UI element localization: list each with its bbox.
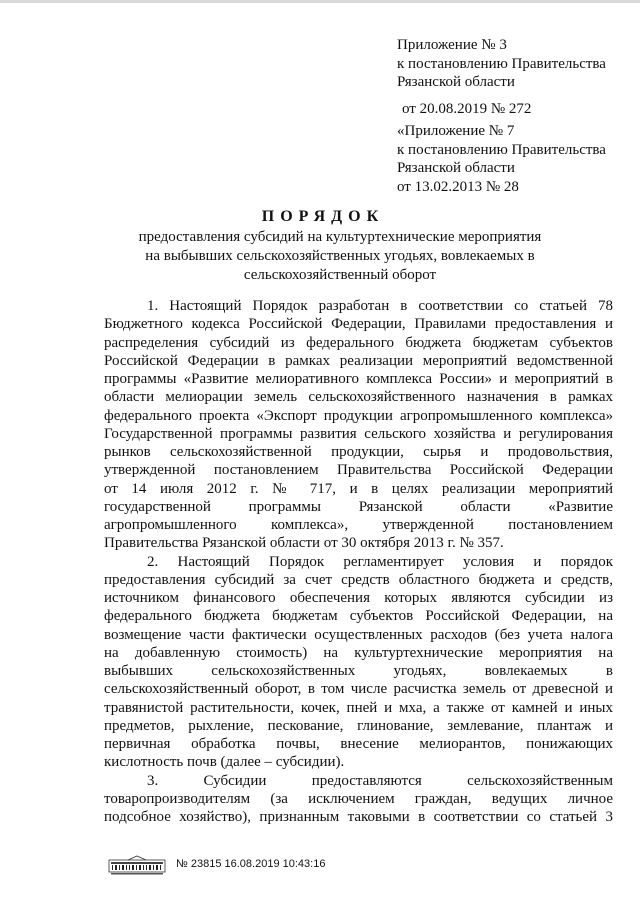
paragraph-1-line: утвержденной постановлением Правительства Российской Федерации	[104, 462, 613, 479]
original-appendix-ref: к постановлению Правительства	[397, 141, 606, 158]
paragraph-2-line: сельскохозяйственный оборот, в том числе расчистка земель от древесной и	[104, 681, 613, 698]
registration-datetime: 16.08.2019 10:43:16	[224, 858, 326, 870]
paragraph-2-line: возмещение части фактически осуществленных расходов (без учета налога	[104, 626, 613, 643]
paragraph-1-line: программы «Развитие мелиоративного комплекса России» и мероприятий в	[104, 371, 613, 387]
paragraph-1-line: распределения субсидий из федерального бюджета бюджетам субъектов	[104, 334, 613, 351]
paragraph-2-line: выбывших сельскохозяйственных угодьях, вовлекаемых в	[104, 663, 613, 679]
paragraph-1-line: 1. Настоящий Порядок разработан в соответствии со статьей 78	[147, 298, 613, 314]
paragraph-1-line: области мелиорации земель сельскохозяйственного назначения в рамках	[104, 389, 613, 406]
document-body	[104, 297, 613, 826]
paragraph-2-line: первичная обработка почвы, внесение мелиорантов, понижающих	[104, 736, 613, 752]
paragraph-2-line: предметов, рыхление, пескование, глинование, землевание, плантаж и	[104, 717, 613, 734]
appendix-region: Рязанской области	[397, 74, 515, 90]
appendix-number: Приложение № 3	[397, 37, 507, 53]
subtitle-line: на выбывших сельскохозяйственных угодьях, вовлекаемых в	[145, 248, 535, 264]
paragraph-1-line: федерального проекта «Экспорт продукции агропромышленного комплекса»	[104, 407, 613, 424]
paragraph-3-line: товаропроизводителям (за исключением граждан, ведущих личное	[104, 790, 613, 807]
paragraph-1-line: государственной программы Рязанской области «Развитие	[104, 498, 613, 515]
paragraph-1-line: от 14 июля 2012 г. № 717, и в целях реализации мероприятий	[104, 480, 613, 497]
original-appendix-date: от 13.02.2013 № 28	[397, 178, 519, 195]
paragraph-1-line: Правительства Рязанской области от 30 октября 2013 г. № 357.	[104, 535, 504, 552]
document-title: ПОРЯДОК	[261, 208, 385, 225]
paragraph-2-line: на добавленную стоимость) на культуртехнические мероприятия на	[104, 644, 613, 661]
document-subtitle	[120, 228, 560, 285]
paragraph-2-line: источником финансового обеспечения которых являются субсидии из	[104, 590, 613, 606]
registration-number: № 23815	[176, 858, 222, 870]
original-appendix-number: «Приложение № 7	[397, 123, 515, 139]
paragraph-2-line: кислотность почв (далее – субсидии).	[104, 754, 345, 771]
appendix-date: от 20.08.2019 № 272	[402, 100, 532, 117]
subtitle-line: предоставления субсидий на культуртехнические мероприятия	[138, 229, 542, 245]
registry-barcode-icon	[108, 855, 166, 877]
paragraph-1-line: Государственной программы развития сельского хозяйства и регулирования	[104, 425, 613, 442]
paragraph-2-line: 2. Настоящий Порядок регламентирует условия и порядок	[147, 553, 613, 570]
paragraph-1-line: Бюджетного кодекса Российской Федерации, Правилами предоставления и	[104, 316, 613, 333]
appendix-header	[397, 36, 606, 118]
subtitle-line: сельскохозяйственный оборот	[243, 267, 437, 283]
paragraph-3-line: 3. Субсидии предоставляются сельскохозяйственным	[147, 772, 613, 789]
original-appendix-region: Рязанской области	[397, 160, 515, 176]
registration-stamp	[176, 857, 325, 871]
appendix-ref: к постановлению Правительства	[397, 55, 606, 72]
paragraph-3-line: подсобное хозяйство), признанным таковыми в соответствии со статьей 3	[104, 809, 613, 825]
original-appendix-header	[397, 122, 606, 196]
paragraph-1-line: агропромышленного комплекса», утвержденной постановлением	[104, 517, 613, 533]
scan-edge	[0, 0, 640, 3]
paragraph-1-line: рынков сельскохозяйственной продукции, сырья и продовольствия,	[104, 444, 613, 460]
paragraph-2-line: федерального бюджета бюджетам субъектов Российской Федерации, на	[104, 608, 613, 625]
paragraph-2-line: травянистой растительности, кочек, пней и мха, а также от камней и иных	[104, 699, 613, 716]
registration-footer	[108, 853, 428, 879]
paragraph-1-line: Российской Федерации в рамках реализации мероприятий ведомственной	[104, 352, 613, 369]
paragraph-2-line: предоставления субсидий за счет средств областного бюджета и средств,	[104, 571, 613, 588]
